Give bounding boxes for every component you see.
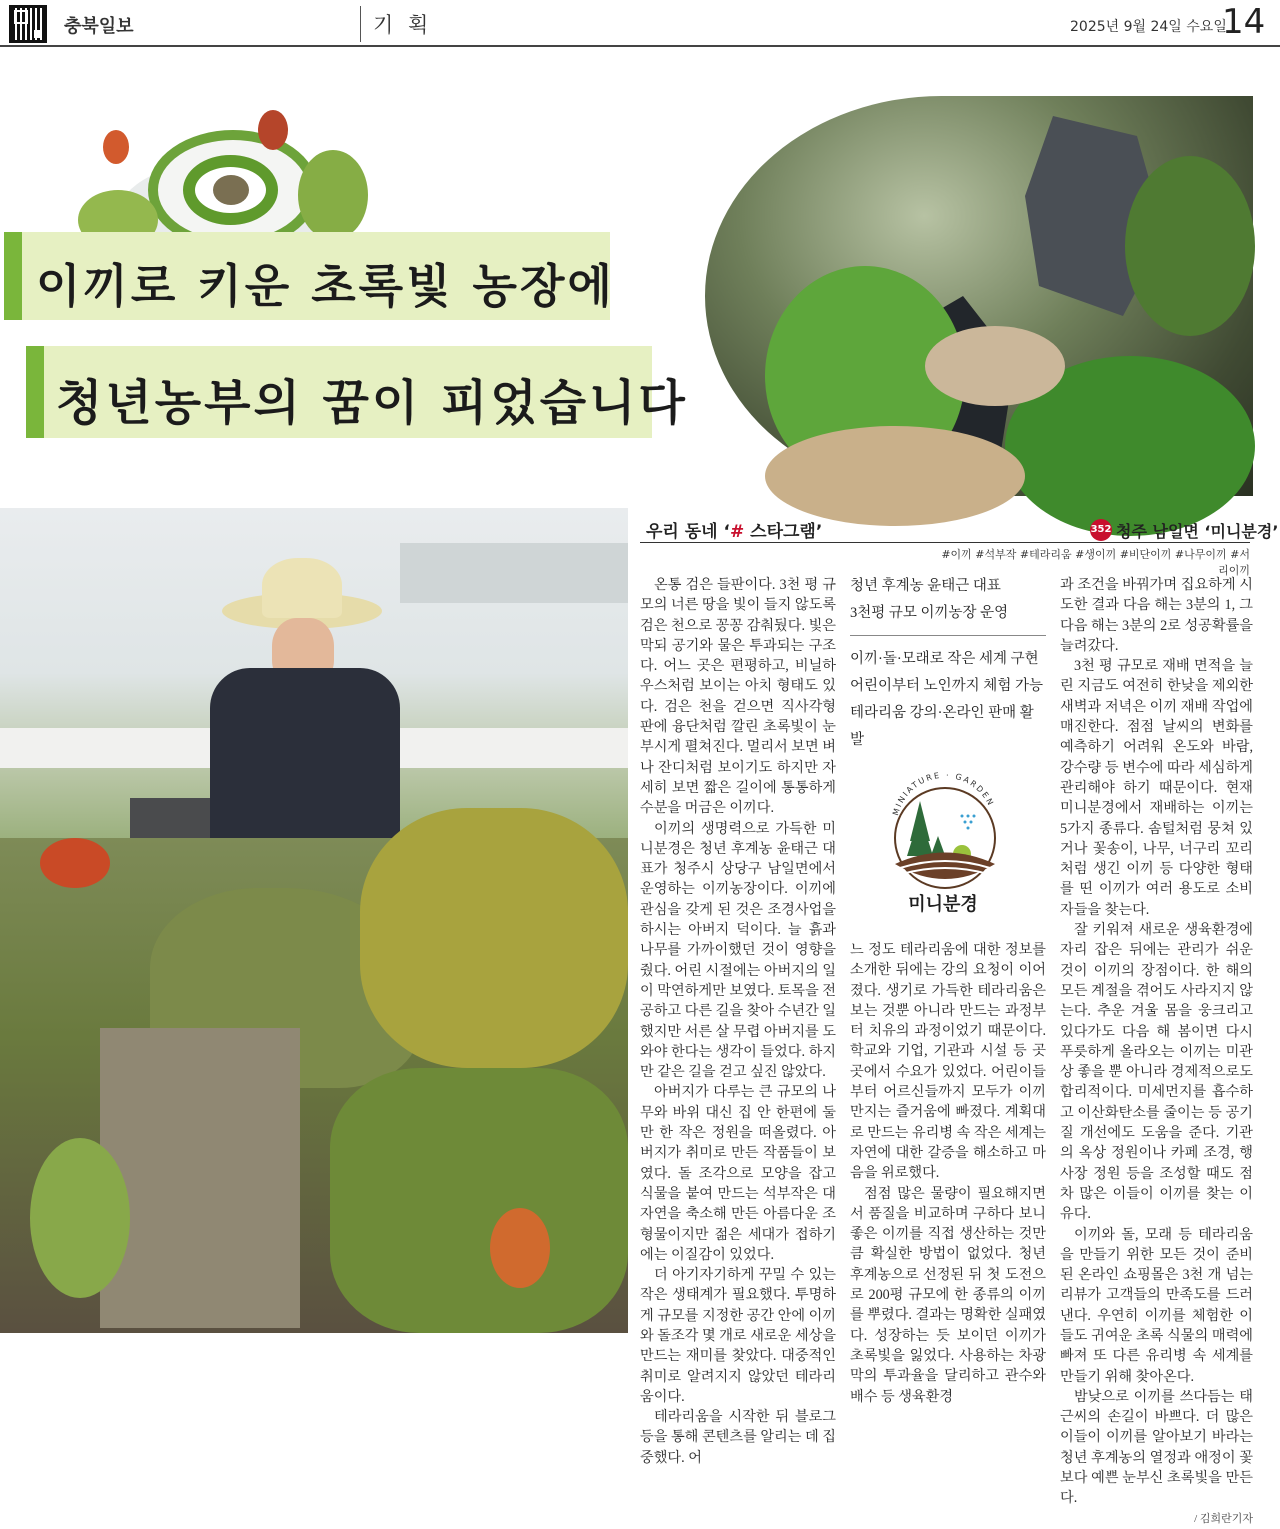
subhead-3: 이끼·돌·모래로 작은 세계 구현 — [850, 651, 1039, 667]
hashtag-line: #이끼 #석부작 #테라리움 #생이끼 #비단이끼 #나무이끼 #서리이끼 — [941, 548, 1250, 577]
paragraph: 이끼의 생명력으로 가득한 미니분경은 청년 후계농 윤태근 대표가 청주시 상당구 남일면에서 운영하는 이끼농장이다. 이끼에 관심을 갖게 된 것은 조경사업을 하시는 아버지 덕이다. 늘 흙과 나무를 가까이했던 것이 영향을 줬다. 어린 시절에는 아버지의 일이 막연하게만 보였다. 토목을 전공하고 다른 길을 찾아 수년간 일했지만 서른 살 무렵 아버지를 도와야 한다는 생각이 들었다. 하지만 같은 길을 걷고 싶진 않았다. — [640, 820, 836, 1081]
header-divider — [360, 6, 361, 42]
subhead-box — [850, 573, 1046, 754]
publication-date: 2025년 9월 24일 수요일 — [1070, 19, 1227, 35]
headline-line-2: 청년농부의 꿈이 피었습니다 — [56, 375, 688, 431]
paragraph: 이끼와 돌, 모래 등 테라리움을 만들기 위한 모든 것이 준비된 온라인 쇼핑몰은 3천 개 넘는 리뷰가 고객들의 만족도를 드러낸다. 우연히 이끼를 체험한 이들도 귀여운 초록 식물의 매력에 빠져 또 다른 유리병 속 세계를 만들기 위해 찾아온다. — [1060, 1226, 1253, 1385]
qr-code-icon[interactable] — [9, 5, 47, 43]
masthead — [0, 0, 1280, 48]
subhead-1: 청년 후계농 윤태근 대표 — [850, 578, 1001, 594]
newspaper-name: 충북일보 — [64, 16, 134, 37]
page-number: 14 — [1222, 2, 1266, 42]
section-title: 기 획 — [373, 13, 433, 37]
paragraph: 테라리움을 시작한 뒤 블로그 등을 통해 콘텐츠를 알리는 데 집중했다. 어 — [640, 1409, 836, 1466]
byline: / 김희란기자 — [1194, 1512, 1253, 1525]
body-column-2 — [850, 940, 1046, 1407]
body-column-1 — [640, 575, 836, 1468]
body-column-3 — [1060, 575, 1253, 1529]
paragraph: 점점 많은 물량이 필요해지면서 품질을 비교하며 구하다 보니 좋은 이끼를 직접 생산하는 것만큼 확실한 방법이 없었다. 청년 후계농으로 선정된 뒤 첫 도전으로 200평 규모에 한 종류의 이끼를 뿌렸다. 결과는 명확한 실패였다. 성장하는 듯 보이던 이끼가 초록빛을 잃었다. 사용하는 차광막의 투과율을 달리하고 관수와 배수 등 생육환경 — [850, 1185, 1046, 1405]
series-number-badge: 352 — [1090, 519, 1112, 541]
subhead-2: 3천평 규모 이끼농장 운영 — [850, 605, 1009, 621]
article-rule — [640, 542, 1250, 543]
subhead-divider — [850, 635, 1046, 636]
terrarium-photo — [705, 96, 1253, 496]
paragraph: 밤낮으로 이끼를 쓰다듬는 태근씨의 손길이 바쁘다. 더 많은 이들이 이끼를 알아보기 바라는 청년 후계농의 열정과 애정이 꽃보다 예쁜 눈부신 초록빛을 만든다. — [1060, 1388, 1253, 1507]
paragraph: 잘 키워져 새로운 생육환경에 자리 잡은 뒤에는 관리가 쉬운 것이 이끼의 장점이다. 한 해의 모든 계절을 겪어도 사라지지 않는다. 추운 겨울 몸을 웅크리고 있다가도 다음 해 봄이면 다시 푸릇하게 올라오는 이끼는 미관상 좋을 뿐 아니라 경제적으로도 합리적이다. 미세먼지를 흡수하고 이산화탄소를 줄이는 등 공기 질 개선에도 도움을 준다. 기관의 옥상 정원이나 카페 조경, 행사장 정원 등을 조성할 때도 점차 많은 이들이 이끼를 찾는 이유다. — [1060, 922, 1253, 1223]
paragraph: 온통 검은 들판이다. 3천 평 규모의 너른 땅을 빛이 들지 않도록 검은 천으로 꽁꽁 감춰뒀다. 빛은 막되 공기와 물은 투과되는 구조다. 어느 곳은 편평하고, 비닐하우스처럼 보이는 아치 형태도 있다. 검은 천을 걷으면 직사각형 판에 융단처럼 깔린 초록빛이 눈부시게 펼쳐진다. 멀리서 보면 벼나 잔디처럼 보이기도 하지만 자세히 보면 짧은 길이에 통통하게 수분을 머금은 이끼다. — [640, 577, 836, 817]
paragraph: 더 아기자기하게 꾸밀 수 있는 작은 생태계가 필요했다. 투명하게 규모를 지정한 공간 안에 이끼와 돌조각 몇 개로 새로운 세상을 만드는 재미를 찾았다. 대중적인 취미로 알려지지 않았던 테라리움이다. — [640, 1267, 836, 1405]
location-title: 청주 남일면 ‘미니분경’ — [1116, 522, 1279, 541]
paragraph: 과 조건을 바꿔가며 집요하게 시도한 결과 다음 해는 3분의 1, 그다음 해는 3분의 2로 성공확률을 늘려갔다. — [1060, 577, 1253, 654]
header-rule — [0, 45, 1280, 47]
logo-arc-text: MINIATURE · GARDEN — [891, 770, 996, 817]
headline-line-1: 이끼로 키운 초록빛 농장에 — [36, 259, 615, 313]
series-title: 우리 동네 ‘# 스타그램’ — [646, 522, 823, 542]
logo-name: 미니분경 — [908, 894, 978, 915]
svg-text:MINIATURE · GARDEN — [891, 771, 996, 817]
farmer-photo — [0, 508, 628, 1333]
subhead-4: 어린이부터 노인까지 체험 가능 — [850, 678, 1043, 694]
paragraph: 느 정도 테라리움에 대한 정보를 소개한 뒤에는 강의 요청이 이어졌다. 생기로 가득한 테라리움은 보는 것뿐 아니라 만드는 과정부터 치유의 과정이었기 때문이다. 학교와 기업, 기관과 시설 등 곳곳에서 수요가 있었다. 어린이들부터 어르신들까지 모두가 이끼 만지는 즐거움에 빠졌다. 계획대로 만드는 유리병 속 작은 세계는 자연에 대한 갈증을 해소하고 마음을 위로했다. — [850, 942, 1046, 1182]
paragraph: 아버지가 다루는 큰 규모의 나무와 바위 대신 집 안 한편에 둘만 한 작은 정원을 떠올렸다. 아버지가 취미로 만든 작품들이 보였다. 돌 조각으로 모양을 잡고 식물을 붙여 만드는 석부작은 대자연을 축소해 만든 아름다운 조형물이지만 젊은 세대가 접하기에는 이질감이 있었다. — [640, 1084, 836, 1263]
subhead-5: 테라리움 강의·온라인 판매 활발 — [850, 705, 1034, 748]
paragraph: 3천 평 규모로 재배 면적을 늘린 지금도 여전히 한낮을 제외한 새벽과 저녁은 이끼 재배 작업에 매진한다. 점점 날씨의 변화를 예측하기 어려워 온도와 바람, 강수량 등 변수에 따라 세심하게 관리해야 하기 때문이다. 현재 미니분경에서 재배하는 이끼는 5가지 종류다. 솜털처럼 뭉쳐 있거나 꽃송이, 나무, 너구리 꼬리처럼 생긴 이끼 등 다양한 형태를 띤 이끼가 여러 용도로 소비자들을 찾는다. — [1060, 658, 1253, 918]
moss-ornament-photo — [78, 90, 368, 250]
